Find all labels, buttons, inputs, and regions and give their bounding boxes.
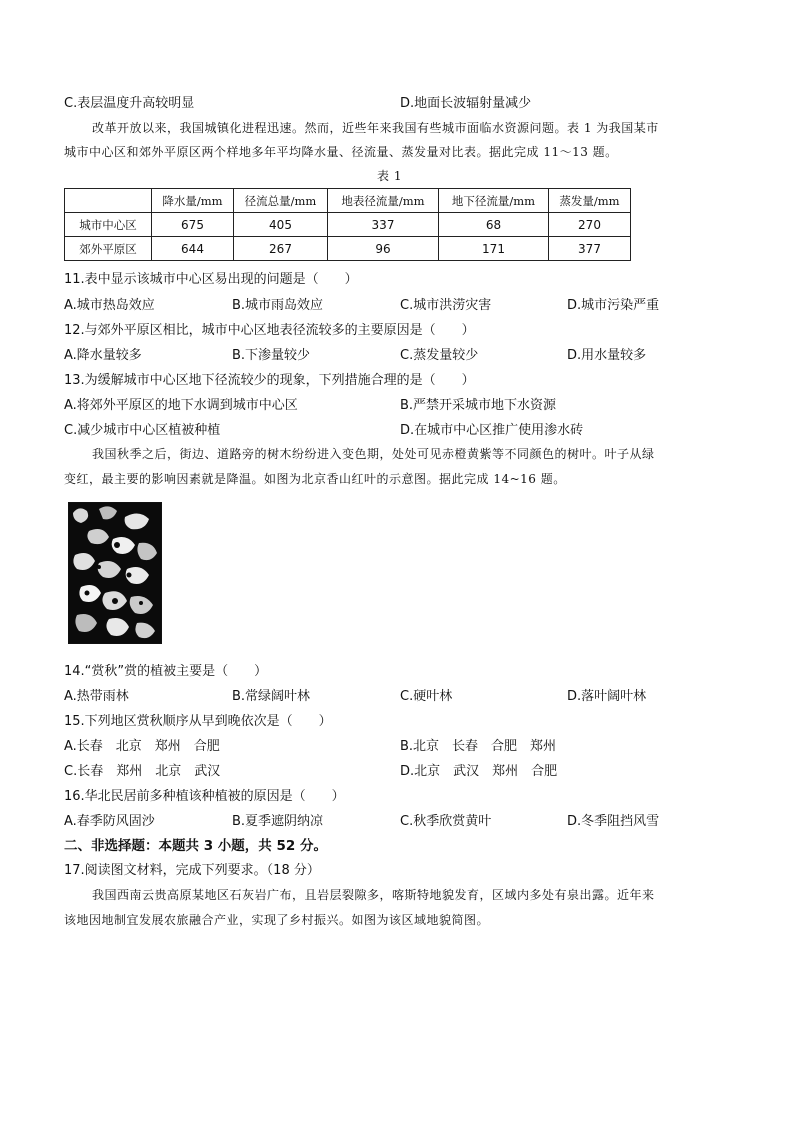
data-table <box>64 188 631 261</box>
q15-option-a: A.长春 北京 郑州 合肥 <box>64 739 220 754</box>
q11-option-d: D.城市污染严重 <box>567 298 660 313</box>
table-header-cell: 降水量/mm <box>152 189 234 213</box>
intro-autumn-line2: 变红，最主要的影响因素就是降温。如图为北京香山红叶的示意图。据此完成 14~16 题。 <box>64 472 566 486</box>
table-caption: 表 1 <box>377 169 402 183</box>
q14-option-a: A.热带雨林 <box>64 689 129 704</box>
q12-option-a: A.降水量较多 <box>64 348 142 363</box>
intro-water-line1: 改革开放以来，我国城镇化进程迅速。然而，近些年来我国有些城市面临水资源问题。表 1 为我国某市 <box>92 121 659 135</box>
q11-stem: 11.表中显示该城市中心区易出现的问题是（ ） <box>64 272 358 287</box>
option-c-prev: C.表层温度升高较明显 <box>64 96 195 111</box>
q14-option-d: D.落叶阔叶林 <box>567 689 647 704</box>
q16-option-a: A.春季防风固沙 <box>64 814 155 829</box>
table-cell: 675 <box>152 213 234 237</box>
q12-option-c: C.蒸发量较少 <box>400 348 479 363</box>
q13-option-d: D.在城市中心区推广使用渗水砖 <box>400 423 584 438</box>
q14-option-b: B.常绿阔叶林 <box>232 689 311 704</box>
table-cell: 270 <box>549 213 631 237</box>
intro-water-line2: 城市中心区和郊外平原区两个样地多年平均降水量、径流量、蒸发量对比表。据此完成 11～13 题。 <box>64 145 618 159</box>
table-row <box>65 237 631 261</box>
table-row <box>65 213 631 237</box>
table-cell: 郊外平原区 <box>65 237 152 261</box>
q13-stem: 13.为缓解城市中心区地下径流较少的现象，下列措施合理的是（ ） <box>64 373 475 388</box>
q15-stem: 15.下列地区赏秋顺序从早到晚依次是（ ） <box>64 714 332 729</box>
q11-option-c: C.城市洪涝灾害 <box>400 298 492 313</box>
q17-material-line2: 该地因地制宜发展农旅融合产业，实现了乡村振兴。如图为该区域地貌简图。 <box>64 913 490 927</box>
section-title: 二、非选择题：本题共 3 小题，共 52 分。 <box>64 838 327 854</box>
intro-autumn-line1: 我国秋季之后，街边、道路旁的树木纷纷进入变色期，处处可见赤橙黄紫等不同颜色的树叶。叶子从绿 <box>92 447 655 461</box>
table-header-cell: 蒸发量/mm <box>549 189 631 213</box>
q13-option-c: C.减少城市中心区植被种植 <box>64 423 221 438</box>
table-header-row <box>65 189 631 213</box>
table-cell: 96 <box>328 237 439 261</box>
q15-option-b: B.北京 长春 合肥 郑州 <box>400 739 557 754</box>
q12-option-d: D.用水量较多 <box>567 348 647 363</box>
table-cell: 377 <box>549 237 631 261</box>
q12-stem: 12.与郊外平原区相比，城市中心区地表径流较多的主要原因是（ ） <box>64 323 475 338</box>
q15-option-d: D.北京 武汉 郑州 合肥 <box>400 764 558 779</box>
table-cell: 337 <box>328 213 439 237</box>
q16-option-d: D.冬季阻挡风雪 <box>567 814 660 829</box>
q17-material-line1: 我国西南云贵高原某地区石灰岩广布，且岩层裂隙多，喀斯特地貌发育，区域内多处有泉出露。近年来 <box>92 888 655 902</box>
table-header-cell: 地下径流量/mm <box>439 189 549 213</box>
table-cell: 405 <box>234 213 328 237</box>
option-d-prev: D.地面长波辐射量减少 <box>400 96 532 111</box>
q16-stem: 16.华北民居前多种植该种植被的原因是（ ） <box>64 789 345 804</box>
q16-option-b: B.夏季遮阴纳凉 <box>232 814 324 829</box>
table-cell: 城市中心区 <box>65 213 152 237</box>
q14-stem: 14.“赏秋”赏的植被主要是（ ） <box>64 664 268 679</box>
q13-option-a: A.将郊外平原区的地下水调到城市中心区 <box>64 398 298 413</box>
q12-option-b: B.下渗量较少 <box>232 348 311 363</box>
q15-option-c: C.长春 郑州 北京 武汉 <box>64 764 221 779</box>
q17-stem: 17.阅读图文材料，完成下列要求。（18 分） <box>64 863 320 878</box>
table-cell: 644 <box>152 237 234 261</box>
table-cell: 267 <box>234 237 328 261</box>
table-header-cell: 径流总量/mm <box>234 189 328 213</box>
q16-option-c: C.秋季欣赏黄叶 <box>400 814 492 829</box>
table-cell: 171 <box>439 237 549 261</box>
q13-option-b: B.严禁开采城市地下水资源 <box>400 398 557 413</box>
q11-option-a: A.城市热岛效应 <box>64 298 155 313</box>
table-cell: 68 <box>439 213 549 237</box>
table-header-cell: 地表径流量/mm <box>328 189 439 213</box>
red-leaves-photo <box>68 502 162 644</box>
table-header-cell <box>65 189 152 213</box>
q14-option-c: C.硬叶林 <box>400 689 453 704</box>
q11-option-b: B.城市雨岛效应 <box>232 298 324 313</box>
